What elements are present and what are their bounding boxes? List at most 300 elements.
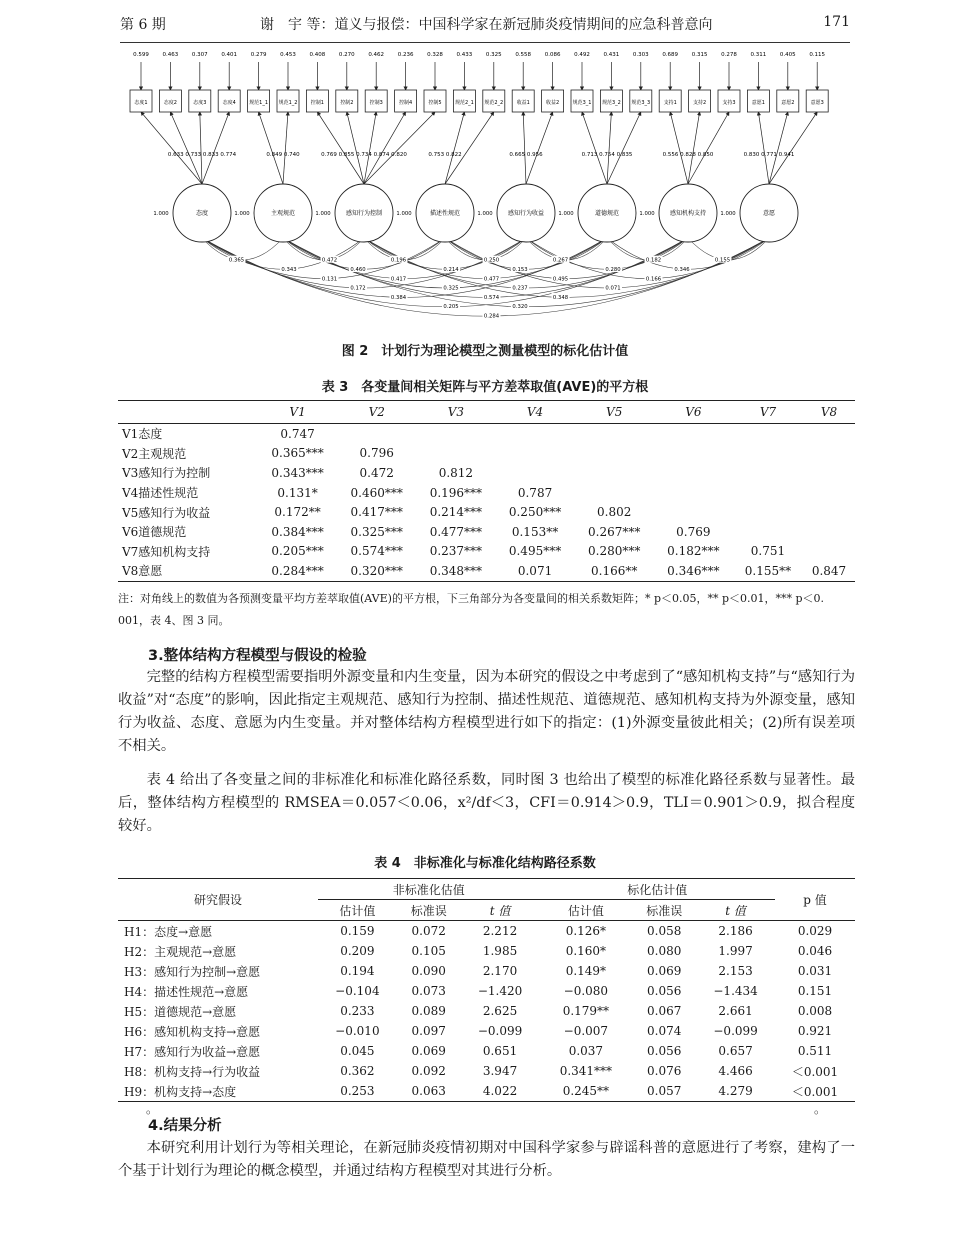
table4-cell: 0.072 (411, 924, 446, 938)
table4-cell: −1.420 (477, 984, 523, 998)
residual-label: 0.279 (250, 52, 267, 58)
section3-paragraph-1: 完整的结构方程模型需要指明外源变量和内生变量，因为本研究的假设之中考虑到了“感知机构支持”与“感知行为收益”对“态度”的影响，因此指定主观规范、感知行为控制、描述性规范、道德规范、感知机构支持为外源变量，感知行为收益、态度、意愿为内生变量。并对整体结构方程模型进行如下的指定：(1)外源变量彼此相关；(2)所有误差项不相关。 (118, 669, 855, 754)
correlation-label: 0.320 (512, 304, 528, 311)
residual-label: 0.558 (515, 52, 532, 58)
table4-cell: −1.434 (713, 984, 758, 998)
table4-unstd-group: 非标准化估值 (318, 879, 539, 900)
table4-row (118, 1041, 855, 1061)
table4-cell: 0.092 (411, 1064, 446, 1078)
table4-cell: 0.046 (797, 944, 833, 958)
table3-cell: 0.346*** (667, 563, 720, 578)
correlation-label: 0.365 (228, 257, 245, 264)
table4-cell: 0.126* (565, 924, 607, 938)
table4-hypothesis: H2：主观规范→意愿 (124, 944, 237, 959)
loading-arrow (769, 112, 817, 184)
residual-label: 0.431 (603, 52, 620, 58)
table3-cell: 0.477*** (429, 524, 483, 539)
table3-cell (416, 444, 495, 464)
indicator-label: 规范2_2 (484, 100, 504, 106)
indicator-label: 意愿1 (751, 100, 765, 106)
table3-cell (495, 463, 574, 483)
table3-row-label: V2主观规范 (122, 446, 187, 461)
table4-cell: 0.657 (718, 1044, 753, 1058)
table4-std-group: 标化估计值 (539, 879, 775, 900)
table4-cell: 0.076 (647, 1064, 682, 1078)
indicator-label: 规范3_3 (631, 100, 651, 106)
table4-subhead: 估计值 (567, 903, 604, 918)
loading-label: 0.633 0.733 0.833 0.774 (167, 152, 237, 158)
factor-variance: 1.000 (639, 211, 655, 217)
table4-hypothesis: H1：态度→意愿 (124, 924, 213, 939)
residual-label: 0.270 (338, 52, 355, 58)
measurement-model-diagram (120, 50, 850, 332)
table4-cell: 0.194 (340, 964, 375, 978)
table4-cell: 0.149* (565, 964, 607, 978)
table3-cell (654, 444, 733, 464)
table3-cell: 0.847 (811, 563, 847, 578)
correlation-label: 0.574 (483, 294, 500, 301)
indicator-label: 态度3 (193, 100, 207, 106)
table3-cell (575, 444, 654, 464)
indicator-label: 规范3_1 (572, 100, 592, 106)
table3-cell: 0.472 (359, 465, 394, 480)
running-title: 谢 宇 等：道义与报偿：中国科学家在新冠肺炎疫情期间的应急科普意向 (260, 17, 713, 33)
table3-row-label: V5感知行为收益 (122, 505, 211, 520)
residual-label: 0.689 (662, 52, 679, 58)
factor-variance: 1.000 (153, 211, 169, 217)
table3-cell (733, 522, 803, 542)
table4-hypothesis: H7：感知行为收益→意愿 (124, 1044, 261, 1059)
table4-hypothesis: H6：感知机构支持→意愿 (124, 1024, 261, 1039)
table3-cell: 0.237*** (429, 544, 483, 559)
correlation-label: 0.182 (645, 257, 662, 264)
table3-row-label: V3感知行为控制 (122, 466, 211, 481)
stray-mark: 。 (146, 1102, 159, 1116)
table3-row (118, 522, 855, 542)
table3-cell: 0.325*** (350, 524, 403, 539)
section4-paragraph-1: 本研究利用计划行为等相关理论，在新冠肺炎疫情初期对中国科学家参与辟谣科普的意愿进行了考察，建构了一个基于计划行为理论的概念模型，并通过结构方程模型对其进行分析。 (118, 1140, 855, 1179)
table4-cell: −0.010 (335, 1024, 380, 1038)
table3-cell (733, 463, 803, 483)
table4-cell: 0.069 (411, 1044, 446, 1058)
loading-arrow (769, 112, 788, 184)
residual-label: 0.315 (691, 52, 708, 58)
correlation-label: 0.250 (483, 257, 500, 264)
table4-cell: 0.056 (647, 984, 682, 998)
table4-hypothesis: H5：道德规范→意愿 (124, 1004, 237, 1019)
indicator-label: 控制1 (310, 100, 324, 106)
table3-row (118, 483, 855, 503)
correlation-arc (202, 238, 364, 269)
table4-cell: ＜0.001 (791, 1084, 839, 1099)
table3-cell (733, 502, 803, 522)
factor-label: 感知行为收益 (507, 210, 545, 217)
correlation-table (118, 400, 855, 582)
table4-cell: 0.031 (797, 964, 833, 978)
table4-cell: 0.069 (647, 964, 682, 978)
table3-col-head: V8 (820, 405, 838, 419)
correlation-label: 0.495 (552, 276, 569, 283)
factor-label: 道德规范 (594, 210, 620, 217)
loading-arrow (347, 112, 364, 184)
header-rule (120, 42, 850, 43)
loading-label: 0.753 0.822 (428, 152, 462, 158)
table3-cell (803, 542, 855, 562)
table3-note: 注：对角线上的数值为各预测变量平均方差萃取值(AVE)的平方根，下三角部分为各变量间的相关系数矩阵；* p＜0.05，** p＜0.01，*** p＜0. 001，表 4、图 3 同。 (118, 592, 825, 627)
factor-label: 感知机构支持 (669, 210, 707, 217)
table3-cell (803, 522, 855, 542)
table3-row (118, 561, 855, 581)
correlation-label: 0.237 (512, 285, 528, 292)
correlation-arc (607, 238, 769, 269)
table3-cell: 0.787 (517, 485, 553, 500)
residual-label: 0.278 (721, 52, 737, 58)
table4-cell: 0.074 (647, 1024, 682, 1038)
residual-label: 0.453 (280, 52, 296, 58)
table4-cell: 2.153 (718, 964, 753, 978)
loading-arrow (259, 112, 283, 184)
correlation-label: 0.166 (645, 276, 662, 283)
table3-cell (733, 424, 803, 444)
path-coefficient-table (118, 878, 855, 1102)
table3-cell (654, 502, 733, 522)
table3-cell (803, 463, 855, 483)
table3-cell: 0.747 (280, 426, 315, 441)
table4-cell: 2.212 (482, 924, 518, 938)
table3-col-head: V7 (759, 405, 777, 419)
table4-cell: 3.947 (482, 1064, 518, 1078)
correlation-arc (526, 238, 688, 269)
correlation-label: 0.472 (321, 257, 338, 264)
table4-cell: 0.362 (340, 1064, 375, 1078)
indicator-label: 规范2_1 (454, 100, 474, 106)
table4-row (118, 1081, 855, 1102)
indicator-label: 支持3 (722, 100, 736, 106)
table4-cell: 0.253 (340, 1084, 375, 1098)
table4-cell: 2.625 (482, 1004, 518, 1018)
stray-mark: 。 (814, 1102, 827, 1116)
residual-label: 0.433 (456, 52, 473, 58)
table4-cell: 0.341*** (559, 1064, 613, 1078)
loading-arrow (445, 112, 494, 184)
factor-variance: 1.000 (315, 211, 331, 217)
loading-arrow (523, 112, 526, 184)
table4-hyp-head: 研究假设 (193, 893, 242, 907)
correlation-label: 0.172 (350, 285, 366, 292)
table4-hypothesis: H3：感知行为控制→意愿 (124, 964, 261, 979)
residual-label: 0.303 (632, 52, 649, 58)
table3-cell: 0.417*** (350, 505, 403, 520)
table3-cell (654, 483, 733, 503)
table3-cell: 0.751 (750, 544, 786, 559)
table4-cell: −0.099 (477, 1024, 523, 1038)
loading-arrow (582, 112, 607, 184)
table4-cell: 1.997 (718, 944, 753, 958)
correlation-label: 0.325 (443, 285, 459, 292)
table3-cell (575, 463, 654, 483)
table4-cell: 0.045 (340, 1044, 375, 1058)
table4-row (118, 1021, 855, 1041)
table4-cell: −0.007 (563, 1024, 609, 1038)
table3-cell: 0.280*** (588, 544, 641, 559)
table4-row (118, 941, 855, 961)
table4-row (118, 921, 855, 942)
table3-row (118, 444, 855, 464)
table3-cell (803, 483, 855, 503)
table4-subhead: 标准误 (410, 903, 447, 918)
table4-cell: 0.151 (797, 984, 833, 998)
loading-arrow (283, 112, 288, 184)
factor-label: 描述性规范 (429, 210, 461, 217)
table3-header-row (118, 401, 855, 424)
table4-p-head: p 值 (803, 893, 827, 907)
table3-cell (803, 444, 855, 464)
loading-arrow (141, 112, 202, 184)
table4-cell: 0.105 (411, 944, 446, 958)
table4-cell: 0.651 (482, 1044, 518, 1058)
residual-label: 0.401 (221, 52, 238, 58)
residual-label: 0.307 (191, 52, 208, 58)
table3-cell: 0.460*** (350, 485, 403, 500)
table3-cell (803, 424, 855, 444)
table3-cell (654, 463, 733, 483)
table4-subhead: 估计值 (339, 903, 376, 918)
table4-cell: 0.080 (647, 944, 682, 958)
indicator-label: 控制5 (428, 100, 442, 106)
table3-col-head: V1 (289, 405, 306, 419)
indicator-label: 规范1_2 (278, 100, 298, 106)
residual-label: 0.325 (485, 52, 502, 58)
loading-label: 0.713 0.754 0.835 (581, 152, 633, 158)
table3-cell (733, 483, 803, 503)
residual-label: 0.462 (368, 52, 385, 58)
table3-cell: 0.267*** (588, 524, 641, 539)
table3-row (118, 542, 855, 562)
correlation-label: 0.131 (321, 276, 338, 283)
table4-cell: 2.186 (718, 924, 753, 938)
table4-cell: 0.209 (340, 944, 375, 958)
factor-label: 主观规范 (270, 210, 296, 217)
indicator-label: 规范3_2 (601, 100, 621, 106)
table4-cell: −0.099 (713, 1024, 758, 1038)
table4-cell: 0.245** (562, 1084, 610, 1098)
loading-arrow (200, 112, 202, 184)
table4-cell: 2.661 (718, 1004, 753, 1018)
factor-variance: 1.000 (558, 211, 574, 217)
table3-cell: 0.214*** (429, 505, 483, 520)
issue-number: 第 6 期 (120, 17, 166, 33)
loading-arrow (607, 112, 641, 184)
indicator-label: 规范1_1 (249, 100, 269, 106)
table4-cell: 1.985 (482, 944, 518, 958)
table3-corner (118, 401, 258, 424)
factor-label: 态度 (195, 210, 209, 217)
table4-cell: 0.921 (797, 1024, 833, 1038)
table4-hypothesis: H9：机构支持→态度 (124, 1084, 237, 1099)
factor-label: 意愿 (762, 210, 776, 217)
table4-caption: 表 4 非标准化与标准化结构路径系数 (374, 856, 596, 871)
table3-cell: 0.172** (274, 505, 321, 520)
table3-col-head: V3 (447, 405, 465, 419)
loading-label: 0.556 0.828 0.850 (662, 152, 714, 158)
table3-cell: 0.250*** (508, 505, 562, 520)
table3-cell (416, 424, 495, 444)
loading-arrow (170, 112, 202, 184)
correlation-arc (283, 238, 688, 297)
table3-caption: 表 3 各变量间相关矩阵与平方差萃取值(AVE)的平方根 (321, 380, 649, 395)
table3-cell: 0.320*** (350, 563, 403, 578)
loading-arrow (607, 112, 611, 184)
factor-label: 感知行为控制 (345, 210, 383, 217)
table4-row (118, 1061, 855, 1081)
correlation-label: 0.348 (552, 294, 569, 301)
correlation-arc (364, 238, 526, 269)
residual-label: 0.463 (162, 52, 179, 58)
table4-subhead: t 值 (489, 903, 511, 918)
table4-cell: 4.022 (482, 1084, 518, 1098)
table4-cell: 0.090 (411, 964, 446, 978)
table4-cell: ＜0.001 (791, 1064, 839, 1079)
indicator-label: 意愿3 (810, 100, 824, 106)
correlation-label: 0.205 (443, 304, 459, 311)
table4-row (118, 1001, 855, 1021)
table4-cell: 0.097 (411, 1024, 446, 1038)
indicator-label: 收益1 (516, 100, 530, 106)
table4-cell: 0.233 (340, 1004, 375, 1018)
indicator-label: 支持1 (663, 100, 677, 106)
section3-paragraph-2: 表 4 给出了各变量之间的非标准化和标准化路径系数，同时图 3 也给出了模型的标准化路径系数与显著性。最后，整体结构方程模型的 RMSEA＝0.057＜0.06，x²/df＜3，CFI＝0.914＞0.9，TLI＝0.901＞0.9，拟合程度较好。 (118, 772, 855, 834)
section4-heading: 4.结果分析 (148, 1118, 222, 1134)
correlation-label: 0.214 (443, 267, 459, 273)
table3-cell: 0.131* (277, 485, 318, 500)
table3-cell (654, 424, 733, 444)
table3-row-label: V8意愿 (122, 564, 163, 579)
table3-row-label: V1态度 (122, 427, 163, 442)
factor-variance: 1.000 (396, 211, 412, 217)
correlation-label: 0.267 (552, 257, 569, 264)
residual-label: 0.599 (133, 52, 149, 58)
table3-cell: 0.155** (744, 563, 792, 578)
table4-cell: −0.104 (335, 984, 380, 998)
running-header (120, 14, 850, 34)
table4-cell: 0.511 (797, 1044, 833, 1058)
table3-cell (733, 444, 803, 464)
table4-cell: 0.029 (797, 924, 833, 938)
table3-cell: 0.182*** (667, 544, 720, 559)
table4-cell: 0.063 (411, 1084, 446, 1098)
correlation-label: 0.343 (281, 267, 297, 273)
loading-arrow (445, 112, 464, 184)
table3-cell: 0.495*** (508, 544, 562, 559)
residual-label: 0.405 (779, 52, 796, 58)
correlation-arc (283, 238, 445, 269)
page-number: 171 (823, 14, 850, 30)
indicator-label: 控制3 (369, 100, 383, 106)
table3-cell (337, 424, 416, 444)
table4-row (118, 981, 855, 1001)
residual-label: 0.311 (750, 52, 767, 58)
correlation-arc (445, 238, 607, 269)
correlation-label: 0.153 (512, 267, 528, 273)
loading-label: 0.769 0.855 0.734 0.874 0.820 (321, 152, 407, 158)
table3-cell: 0.796 (359, 446, 394, 461)
table3-col-head: V5 (606, 405, 623, 419)
table3-cell: 0.284*** (271, 563, 324, 578)
table4-cell: 4.279 (718, 1084, 753, 1098)
table3-cell: 0.071 (517, 563, 553, 578)
correlation-label: 0.346 (674, 267, 690, 273)
table4-cell: 0.067 (647, 1004, 682, 1018)
correlation-label: 0.284 (483, 313, 500, 320)
factor-variance: 1.000 (477, 211, 493, 217)
indicator-label: 意愿2 (781, 100, 795, 106)
factor-variance: 1.000 (720, 211, 736, 217)
table3-cell (803, 502, 855, 522)
table3-cell: 0.574*** (350, 544, 403, 559)
table3-col-head: V2 (368, 405, 385, 419)
residual-label: 0.086 (544, 52, 561, 58)
figure-caption: 图 2 计划行为理论模型之测量模型的标化估计值 (341, 344, 629, 359)
table4-cell: 0.073 (411, 984, 446, 998)
table4-cell: 2.170 (482, 964, 518, 978)
table3-row (118, 502, 855, 522)
table4-hypothesis: H4：描述性规范→意愿 (124, 984, 249, 999)
table4-header-row (118, 879, 855, 900)
residual-label: 0.492 (574, 52, 590, 58)
residual-label: 0.115 (809, 52, 826, 58)
table4-row (118, 961, 855, 981)
indicator-label: 态度2 (163, 100, 177, 106)
residual-label: 0.236 (397, 52, 414, 58)
table4-cell: 0.057 (647, 1084, 682, 1098)
table4-cell: 0.089 (411, 1004, 446, 1018)
table4-subhead: t 值 (725, 903, 746, 918)
table4-subhead: 标准误 (646, 903, 683, 918)
loading-arrow (317, 112, 364, 184)
loading-arrow (670, 112, 688, 184)
table3-cell: 0.343*** (271, 465, 324, 480)
indicator-label: 控制2 (340, 100, 354, 106)
loading-label: 0.665 0.956 (509, 152, 543, 158)
loading-arrow (526, 112, 553, 184)
table4-cell: 0.179** (562, 1004, 610, 1018)
table4-cell: 0.058 (647, 924, 682, 938)
residual-label: 0.408 (309, 52, 326, 58)
loading-arrow (758, 112, 769, 184)
table3-col-head: V6 (685, 405, 702, 419)
correlation-label: 0.280 (605, 267, 621, 273)
table4-cell: 0.159 (340, 924, 375, 938)
residual-label: 0.328 (427, 52, 443, 58)
correlation-label: 0.155 (714, 257, 731, 264)
loading-arrow (202, 112, 229, 184)
loading-label: 0.849 0.740 (266, 152, 300, 158)
table3-cell: 0.384*** (271, 524, 324, 539)
indicator-label: 态度1 (134, 100, 148, 106)
table3-cell: 0.365*** (271, 446, 324, 461)
table3-cell (495, 444, 574, 464)
table3-row-label: V7感知机构支持 (122, 544, 211, 559)
correlation-label: 0.071 (605, 285, 621, 292)
table4-cell: −0.080 (563, 984, 609, 998)
table4-cell: 0.008 (797, 1004, 833, 1018)
indicator-label: 收益2 (546, 100, 560, 106)
correlation-label: 0.477 (483, 276, 500, 283)
table3-cell (575, 483, 654, 503)
table4-cell: 0.056 (647, 1044, 682, 1058)
table4-hypothesis: H8：机构支持→行为收益 (124, 1064, 261, 1079)
table3-row (118, 463, 855, 483)
